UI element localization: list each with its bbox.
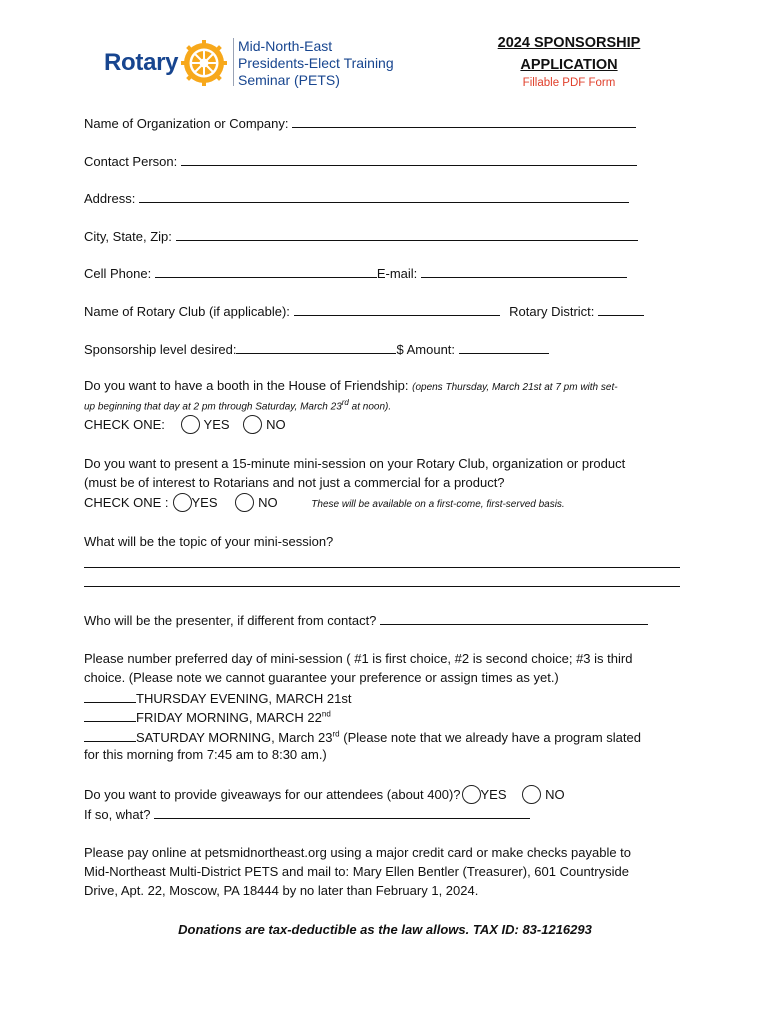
giveaways-what-label: If so, what? bbox=[84, 807, 151, 822]
giveaways-yes-label: YES bbox=[480, 786, 507, 802]
topic-line-1[interactable] bbox=[84, 567, 680, 568]
minisession-no-radio[interactable] bbox=[235, 493, 254, 512]
level-row bbox=[84, 340, 549, 357]
giveaways-no-radio[interactable] bbox=[522, 785, 541, 804]
booth-yes-radio[interactable] bbox=[181, 415, 200, 434]
thursday-rank-field[interactable] bbox=[84, 689, 136, 703]
email-label: E-mail: bbox=[376, 266, 418, 281]
friday-row: FRIDAY MORNING, MARCH 22nd bbox=[84, 708, 331, 725]
city-label: City, State, Zip: bbox=[84, 229, 172, 244]
booth-check-row bbox=[84, 416, 286, 435]
giveaways-row bbox=[84, 786, 565, 805]
giveaways-what-field[interactable] bbox=[154, 805, 530, 819]
minisession-check-label: CHECK ONE : bbox=[84, 494, 169, 510]
contact-row bbox=[84, 152, 637, 169]
saturday-row: SATURDAY MORNING, March 23rd (Please note that we already have a program slated bbox=[84, 728, 641, 745]
organization-row bbox=[84, 114, 636, 131]
contact-field[interactable] bbox=[181, 152, 637, 166]
organization-field[interactable] bbox=[292, 114, 636, 128]
booth-no-radio[interactable] bbox=[243, 415, 262, 434]
address-label: Address: bbox=[84, 191, 136, 206]
saturday-note-2: for this morning from 7:45 am to 8:30 am.) bbox=[84, 747, 327, 762]
saturday-rank-field[interactable] bbox=[84, 728, 136, 742]
topic-question: What will be the topic of your mini-session? bbox=[84, 534, 334, 549]
club-row bbox=[84, 302, 644, 319]
giveaways-yes-radio[interactable] bbox=[462, 785, 481, 804]
minisession-check-row bbox=[84, 494, 565, 513]
district-label: Rotary District: bbox=[509, 304, 595, 319]
minisession-question-1: Do you want to present a 15-minute mini-session on your Rotary Club, organization or product bbox=[84, 456, 626, 471]
saturday-note: (Please note that we already have a program slated bbox=[343, 730, 641, 745]
minisession-no-label: NO bbox=[258, 494, 278, 510]
district-field[interactable] bbox=[598, 302, 644, 316]
saturday-label: SATURDAY MORNING, March 23 bbox=[136, 730, 333, 745]
giveaways-question: Do you want to provide giveaways for our attendees (about 400)? bbox=[84, 786, 461, 802]
booth-no-label: NO bbox=[266, 416, 286, 432]
level-field[interactable] bbox=[236, 340, 396, 354]
club-field[interactable] bbox=[294, 302, 500, 316]
friday-rank-field[interactable] bbox=[84, 708, 136, 722]
booth-note: up beginning that day at 2 pm through Saturday, March 23rd at noon). bbox=[84, 398, 392, 413]
friday-label: FRIDAY MORNING, MARCH 22 bbox=[136, 710, 322, 725]
contact-label: Contact Person: bbox=[84, 154, 178, 169]
booth-check-label: CHECK ONE: bbox=[84, 416, 165, 432]
minisession-note: These will be available on a first-come, first-served basis. bbox=[311, 498, 565, 510]
payment-line-1: Please pay online at petsmidnortheast.org using a major credit card or make checks payable to bbox=[84, 845, 632, 860]
topic-line-2[interactable] bbox=[84, 586, 680, 587]
booth-question: Do you want to have a booth in the House of Friendship: (opens Thursday, March 21st at 7 pm with set- bbox=[84, 378, 618, 393]
fillable-subtitle: Fillable PDF Form bbox=[522, 77, 616, 89]
cell-label: Cell Phone: bbox=[84, 266, 152, 281]
minisession-question-2: (must be of interest to Rotarians and not just a commercial for a product? bbox=[84, 475, 505, 490]
giveaways-no-label: NO bbox=[545, 786, 565, 802]
amount-field[interactable] bbox=[459, 340, 549, 354]
organization-label: Name of Organization or Company: bbox=[84, 116, 289, 131]
level-label: Sponsorship level desired: bbox=[84, 342, 237, 357]
phone-email-row bbox=[84, 264, 627, 281]
minisession-yes-label: YES bbox=[191, 494, 218, 510]
days-intro-1: Please number preferred day of mini-session ( #1 is first choice, #2 is second choice; #3 is third bbox=[84, 651, 633, 666]
rotary-logo bbox=[104, 36, 394, 90]
club-label: Name of Rotary Club (if applicable): bbox=[84, 304, 290, 319]
rotary-wheel-icon bbox=[181, 40, 227, 86]
minisession-yes-radio[interactable] bbox=[173, 493, 192, 512]
tax-footer: Donations are tax-deductible as the law allows. TAX ID: 83-1216293 bbox=[178, 922, 592, 937]
amount-label: $ Amount: bbox=[396, 342, 456, 357]
presenter-label: Who will be the presenter, if different from contact? bbox=[84, 613, 377, 628]
days-intro-2: choice. (Please note we cannot guarantee your preference or assign times as yet.) bbox=[84, 670, 559, 685]
booth-yes-label: YES bbox=[203, 416, 230, 432]
giveaways-what-row bbox=[84, 805, 530, 822]
logo-wordmark: Rotary bbox=[104, 49, 179, 76]
city-row bbox=[84, 227, 638, 244]
thursday-row bbox=[84, 689, 352, 706]
address-row bbox=[84, 189, 629, 206]
email-field[interactable] bbox=[421, 264, 627, 278]
seminar-name: Mid-North-East Presidents-Elect Training Seminar (PETS) bbox=[238, 38, 394, 88]
payment-line-3: Drive, Apt. 22, Moscow, PA 18444 by no later than February 1, 2024. bbox=[84, 883, 479, 898]
thursday-label: THURSDAY EVENING, MARCH 21st bbox=[136, 691, 352, 706]
page-title: 2024 SPONSORSHIP APPLICATION bbox=[497, 35, 641, 73]
cell-field[interactable] bbox=[155, 264, 377, 278]
city-field[interactable] bbox=[176, 227, 638, 241]
address-field[interactable] bbox=[139, 189, 629, 203]
logo-divider bbox=[233, 38, 234, 86]
presenter-row bbox=[84, 611, 648, 628]
payment-line-2: Mid-Northeast Multi-District PETS and mail to: Mary Ellen Bentler (Treasurer), 601 Countryside bbox=[84, 864, 629, 879]
presenter-field[interactable] bbox=[380, 611, 648, 625]
